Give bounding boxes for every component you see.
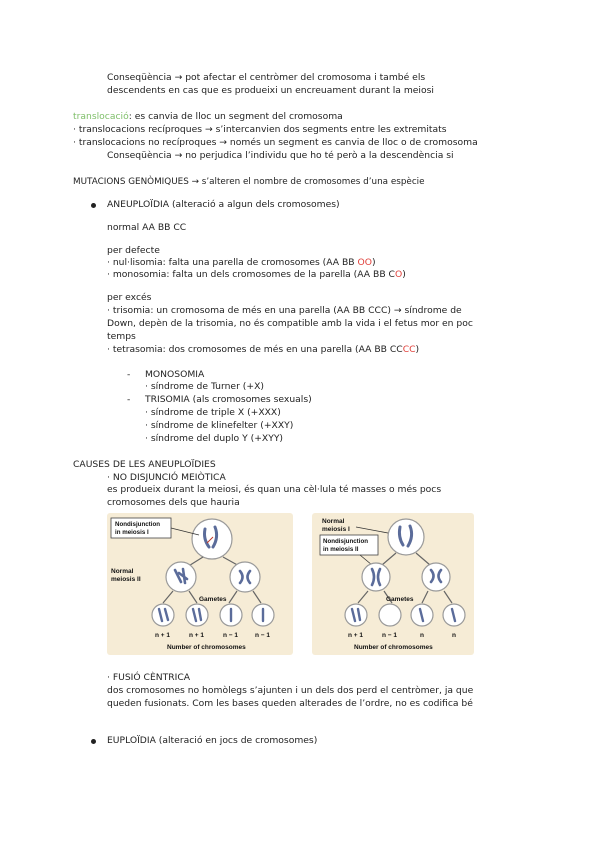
monosomy-missing: O — [394, 269, 403, 280]
trisomy-text: · trisomia: un cromosoma de més en una parella (AA BB CCC) → síndrome de — [107, 305, 462, 316]
centric-fusion-title: · FUSIÓ CÈNTRICA — [107, 672, 191, 683]
translocation-definition — [73, 111, 343, 123]
monosomy-subheading: MONOSOMIA — [145, 369, 205, 380]
turner-syndrome: · síndrome de Turner (+X) — [145, 381, 264, 392]
triple-x-syndrome: · síndrome de triple X (+XXX) — [145, 407, 281, 418]
normal-karyotype: normal AA BB CC — [107, 222, 187, 233]
by-excess-label: per excés — [107, 292, 152, 303]
fig1-normal-label: Normal — [111, 568, 134, 575]
by-default-label: per defecte — [107, 245, 160, 256]
fig2-normal-label: Normal — [322, 518, 345, 525]
translocation-consequence: Conseqüència → no perjudica l’individu que ho té però a la descendència si — [107, 150, 454, 161]
consequence-text: Conseqüència → pot afectar el centròmer del cromosoma i també els — [107, 72, 426, 83]
monosomy-prefix: · monosomia: falta un dels cromosomes de la parella (AA BB C — [107, 269, 395, 280]
bullet-dot — [91, 739, 96, 744]
trisomy-text: temps — [107, 331, 136, 342]
fig2-count-label: n − 1 — [382, 632, 397, 639]
tetrasomy-suffix: ) — [415, 344, 420, 355]
fig1-gametes-label: Gametes — [199, 596, 227, 603]
centric-fusion-text: dos cromosomes no homòlegs s’ajunten i un dels dos perd el centròmer, ja que — [107, 685, 474, 696]
nullisomy-text — [107, 257, 376, 269]
nullisomy-suffix: ) — [372, 257, 376, 268]
tetrasomy-extra: CC — [402, 344, 416, 355]
fig1-axis-label: Number of chromosomes — [167, 644, 246, 651]
nondisjunction-text: cromosomes dels que hauria — [107, 497, 240, 508]
nondisjunction-meiosis-ii-figure — [312, 513, 474, 655]
fig1-count-label: n − 1 — [223, 632, 238, 639]
fig1-box-label: in meiosis I — [115, 529, 149, 536]
klinefelter-syndrome: · síndrome de klinefelter (+XXY) — [145, 420, 294, 431]
dash-marker: - — [127, 369, 131, 380]
nondisjunction-meiosis-i-figure — [107, 513, 293, 655]
consequence-text: descendents en cas que es produeixi un encreuament durant la meiosi — [107, 85, 434, 96]
fig2-count-label: n — [420, 632, 424, 639]
trisomy-subheading: TRISOMIA (als cromosomes sexuals) — [145, 394, 312, 405]
nondisjunction-title: · NO DISJUNCIÓ MEIÒTICA — [107, 472, 226, 483]
translocation-term: translocació — [73, 111, 129, 122]
nullisomy-prefix: · nul·lisomia: falta una parella de cromosomes (AA BB — [107, 257, 358, 268]
fig1-normal-label: meiosis II — [111, 576, 141, 583]
monosomy-text — [107, 269, 406, 281]
fig1-count-label: n − 1 — [255, 632, 270, 639]
dash-marker: - — [127, 394, 131, 405]
double-y-syndrome: · síndrome del duplo Y (+XYY) — [145, 433, 284, 444]
bullet-dot — [91, 203, 96, 208]
fig2-box-label: Nondisjunction — [323, 538, 369, 545]
fig1-box-label: Nondisjunction — [115, 521, 161, 528]
euploidy-title: EUPLOÏDIA (alteració en jocs de cromosomes) — [107, 735, 318, 746]
fig1-count-label: n + 1 — [155, 632, 170, 639]
fig1-count-label: n + 1 — [189, 632, 204, 639]
monosomy-suffix: ) — [402, 269, 406, 280]
tetrasomy-text — [107, 344, 419, 356]
nullisomy-missing: OO — [357, 257, 372, 268]
fig2-box-label: in meiosis II — [323, 546, 359, 553]
nondisjunction-text: es produeix durant la meiosi, és quan una cèl·lula té masses o més pocs — [107, 484, 442, 495]
reciprocal-translocation: · translocacions recíproques → s’intercanvien dos segments entre les extremitats — [73, 124, 447, 135]
fig2-axis-label: Number of chromosomes — [354, 644, 433, 651]
centric-fusion-text: queden fusionats. Com les bases queden alterades de l’ordre, no es codifica bé — [107, 698, 473, 709]
fig2-normal-label: meiosis I — [322, 526, 350, 533]
aneuploidy-title: ANEUPLOÏDIA (alteració a algun dels cromosomes) — [107, 199, 340, 210]
fig2-gametes-label: Gametes — [386, 596, 414, 603]
tetrasomy-prefix: · tetrasomia: dos cromosomes de més en una parella (AA BB CC — [107, 344, 403, 355]
causes-heading: CAUSES DE LES ANEUPLOÏDIES — [73, 459, 216, 470]
genomic-mutations-heading: MUTACIONS GENÒMIQUES → s’alteren el nombre de cromosomes d’una espècie — [73, 177, 425, 187]
fig2-count-label: n + 1 — [348, 632, 363, 639]
non-reciprocal-translocation: · translocacions no recíproques → només un segment es canvia de lloc o de cromosoma — [73, 137, 478, 148]
trisomy-text: Down, depèn de la trisomia, no és compatible amb la vida i el fetus mor en poc — [107, 318, 473, 329]
fig2-count-label: n — [452, 632, 456, 639]
translocation-definition-text: : es canvia de lloc un segment del cromosoma — [128, 111, 343, 122]
